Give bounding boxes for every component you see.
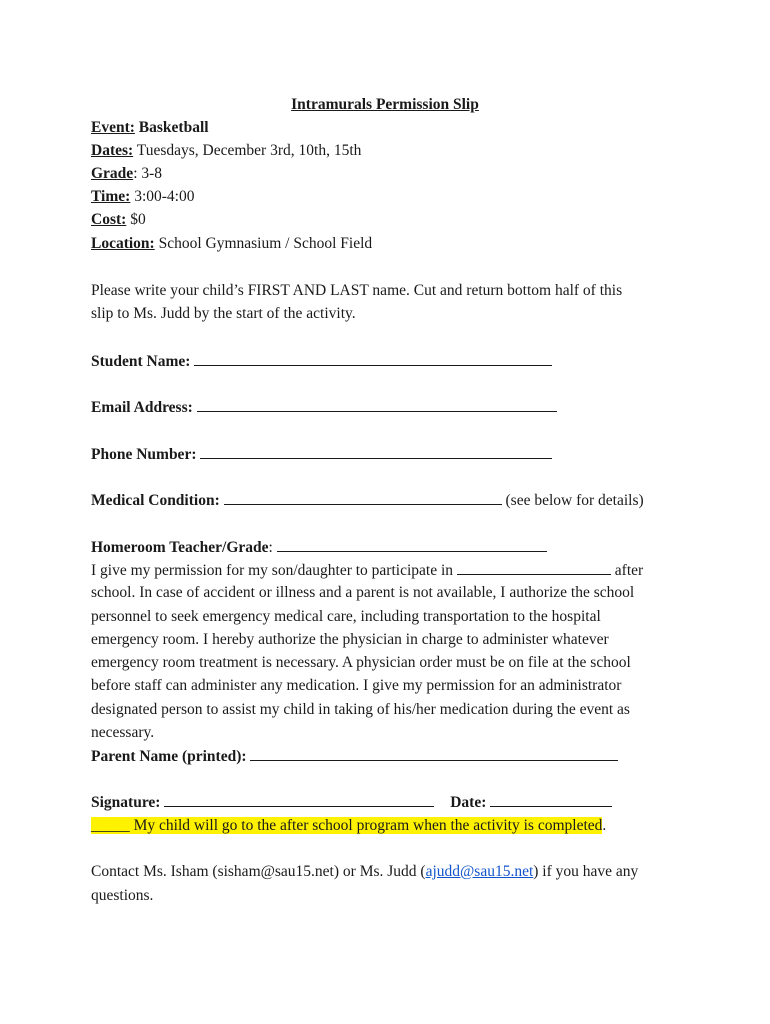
permission-line-4: emergency room. I hereby authorize the physician in charge to administer whatever	[91, 631, 609, 648]
homeroom-row	[91, 537, 547, 558]
medical-label: Medical Condition:	[91, 492, 220, 509]
signature-label: Signature:	[91, 794, 161, 811]
permission-line-2: school. In case of accident or illness and a parent is not available, I authorize the school	[91, 584, 635, 601]
medical-note: (see below for details)	[505, 492, 644, 509]
phone-row	[91, 444, 552, 465]
parent-name-row	[91, 746, 618, 767]
student-name-row	[91, 351, 552, 372]
after-school-checkbox[interactable]: _____	[91, 817, 130, 834]
permission-line-1	[91, 560, 643, 581]
location-value: School Gymnasium / School Field	[158, 235, 373, 252]
dates-row	[91, 141, 361, 161]
event-row	[91, 118, 209, 138]
time-label: Time:	[91, 188, 131, 205]
dates-value: Tuesdays, December 3rd, 10th, 15th	[136, 142, 362, 159]
date-input[interactable]	[490, 792, 612, 807]
homeroom-input[interactable]	[277, 537, 547, 552]
email-input[interactable]	[197, 397, 557, 412]
contact-line-2: questions.	[91, 887, 154, 904]
signature-row	[91, 792, 612, 813]
cost-row	[91, 210, 146, 230]
location-label: Location:	[91, 235, 155, 252]
phone-label: Phone Number:	[91, 446, 197, 463]
permission-line-3: personnel to seek emergency medical care, including transportation to the hospital	[91, 608, 601, 625]
contact-text-after: ) if you have any	[533, 863, 639, 880]
grade-value: : 3-8	[133, 165, 163, 182]
homeroom-colon: :	[268, 539, 273, 556]
student-name-label: Student Name:	[91, 353, 191, 370]
after-school-row	[91, 816, 606, 836]
medical-input[interactable]	[224, 490, 502, 505]
location-row	[91, 234, 372, 254]
phone-input[interactable]	[200, 444, 552, 459]
medical-row	[91, 490, 644, 511]
parent-name-label: Parent Name (printed):	[91, 748, 247, 765]
page-title: Intramurals Permission Slip	[291, 96, 479, 113]
activity-input[interactable]	[457, 560, 611, 575]
signature-input[interactable]	[164, 792, 434, 807]
instructions-line-2: slip to Ms. Judd by the start of the activity.	[91, 305, 356, 322]
time-row	[91, 187, 194, 207]
cost-label: Cost:	[91, 211, 127, 228]
instructions-line-1: Please write your child’s FIRST AND LAST name. Cut and return bottom half of this	[91, 282, 623, 299]
permission-text-after: after	[614, 562, 644, 579]
email-label: Email Address:	[91, 399, 193, 416]
homeroom-label: Homeroom Teacher/Grade	[91, 539, 269, 556]
date-label: Date:	[450, 794, 487, 811]
permission-line-6: before staff can administer any medication. I give my permission for an administrator	[91, 677, 622, 694]
cost-value: $0	[130, 211, 146, 228]
dates-label: Dates:	[91, 142, 134, 159]
time-value: 3:00-4:00	[134, 188, 195, 205]
grade-row	[91, 164, 162, 184]
contact-line-1	[91, 862, 638, 882]
permission-line-7: designated person to assist my child in taking of his/her medication during the event as	[91, 701, 630, 718]
after-school-text: My child will go to the after school program when the activity is completed	[129, 817, 603, 834]
student-name-input[interactable]	[194, 351, 552, 366]
permission-line-5: emergency room treatment is necessary. A physician order must be on file at the school	[91, 654, 631, 671]
parent-name-input[interactable]	[250, 746, 618, 761]
permission-text-before: I give my permission for my son/daughter to participate in	[91, 562, 454, 579]
permission-line-8: necessary.	[91, 724, 155, 741]
email-row	[91, 397, 557, 418]
contact-email-link[interactable]: ajudd@sau15.net	[425, 863, 534, 880]
event-value: Basketball	[138, 119, 209, 136]
event-label: Event:	[91, 119, 135, 136]
contact-text-before: Contact Ms. Isham (sisham@sau15.net) or Ms. Judd (	[91, 863, 426, 880]
after-school-period: .	[602, 817, 607, 834]
grade-label: Grade	[91, 165, 134, 182]
